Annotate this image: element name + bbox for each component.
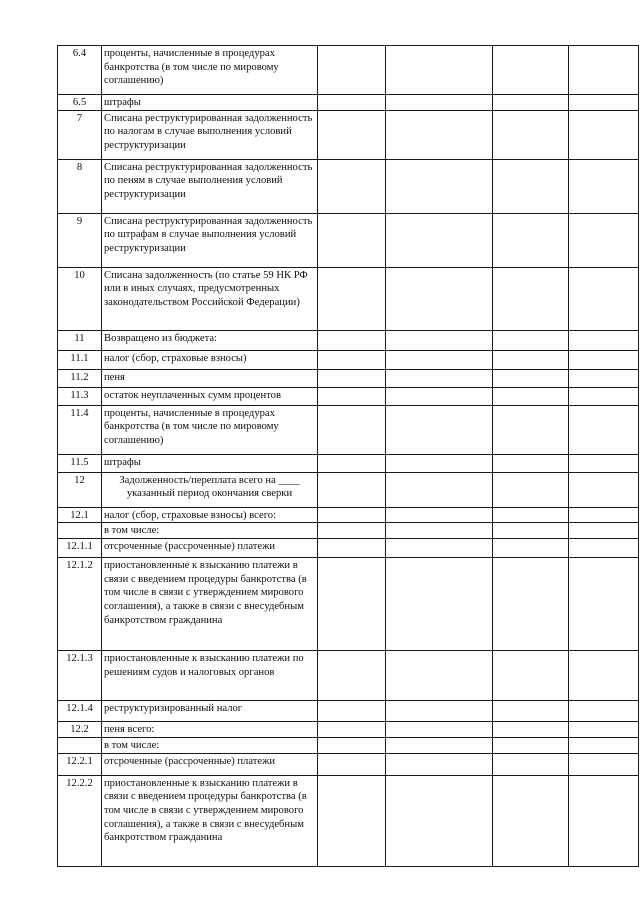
value-cell — [493, 722, 569, 738]
row-description: Списана реструктурированная задолженность по штрафам в случае выполнения условий реструктуризации — [102, 213, 318, 267]
row-number: 12.2 — [58, 722, 102, 738]
value-cell — [386, 738, 493, 754]
value-cell — [386, 267, 493, 330]
value-cell — [569, 472, 639, 507]
row-number: 12.1.2 — [58, 558, 102, 651]
table-row — [58, 454, 639, 472]
value-cell — [569, 753, 639, 775]
value-cell — [569, 350, 639, 369]
row-description: приостановленные к взысканию платежи в связи с введением процедуры банкротства (в том числе в связи с утверждением мирового соглашения), а также в связи с внесудебным банкротством гражданина — [102, 558, 318, 651]
row-description: приостановленные к взысканию платежи в связи с введением процедуры банкротства (в том числе в связи с утверждением мирового соглашения), а также в связи с внесудебным банкротством гражданина — [102, 775, 318, 866]
row-number: 12.1 — [58, 507, 102, 523]
value-cell — [318, 507, 386, 523]
value-cell — [318, 110, 386, 159]
value-cell — [318, 523, 386, 539]
row-number: 6.5 — [58, 95, 102, 111]
value-cell — [493, 523, 569, 539]
value-cell — [493, 558, 569, 651]
value-cell — [318, 95, 386, 111]
value-cell — [386, 330, 493, 350]
value-cell — [318, 722, 386, 738]
value-cell — [569, 775, 639, 866]
value-cell — [569, 213, 639, 267]
row-number: 11.5 — [58, 454, 102, 472]
value-cell — [318, 350, 386, 369]
row-description: проценты, начисленные в процедурах банкротства (в том числе по мировому соглашению) — [102, 46, 318, 95]
row-description: Задолженность/переплата всего на ____ указанный период окончания сверки — [102, 472, 318, 507]
row-number: 11.4 — [58, 405, 102, 454]
value-cell — [569, 701, 639, 722]
table-row — [58, 651, 639, 701]
row-description: Списана задолженность (по статье 59 НК РФ или в иных случаях, предусмотренных законодательством Российской Федерации) — [102, 267, 318, 330]
value-cell — [386, 472, 493, 507]
row-description: налог (сбор, страховые взносы) — [102, 350, 318, 369]
value-cell — [386, 507, 493, 523]
table-row — [58, 387, 639, 405]
table-row — [58, 539, 639, 558]
row-description: отсроченные (рассроченные) платежи — [102, 539, 318, 558]
value-cell — [318, 775, 386, 866]
value-cell — [569, 738, 639, 754]
value-cell — [493, 369, 569, 387]
row-number: 12.1.1 — [58, 539, 102, 558]
value-cell — [386, 775, 493, 866]
value-cell — [318, 387, 386, 405]
value-cell — [569, 387, 639, 405]
table-row — [58, 722, 639, 738]
value-cell — [318, 738, 386, 754]
value-cell — [318, 472, 386, 507]
row-description: штрафы — [102, 95, 318, 111]
value-cell — [569, 651, 639, 701]
row-description: остаток неуплаченных сумм процентов — [102, 387, 318, 405]
table-row — [58, 330, 639, 350]
row-number: 11.2 — [58, 369, 102, 387]
row-description: пеня всего: — [102, 722, 318, 738]
row-description: Списана реструктурированная задолженность по налогам в случае выполнения условий реструктуризации — [102, 110, 318, 159]
value-cell — [569, 267, 639, 330]
value-cell — [493, 330, 569, 350]
value-cell — [493, 350, 569, 369]
row-description: штрафы — [102, 454, 318, 472]
value-cell — [493, 701, 569, 722]
row-number: 8 — [58, 159, 102, 213]
value-cell — [386, 95, 493, 111]
row-number: 12.1.4 — [58, 701, 102, 722]
table-row — [58, 46, 639, 95]
value-cell — [318, 46, 386, 95]
value-cell — [493, 159, 569, 213]
table-row — [58, 753, 639, 775]
value-cell — [318, 454, 386, 472]
value-cell — [493, 46, 569, 95]
value-cell — [318, 213, 386, 267]
value-cell — [569, 46, 639, 95]
value-cell — [386, 651, 493, 701]
row-description: Возвращено из бюджета: — [102, 330, 318, 350]
value-cell — [493, 267, 569, 330]
value-cell — [493, 775, 569, 866]
row-number: 11.1 — [58, 350, 102, 369]
row-number: 11 — [58, 330, 102, 350]
value-cell — [386, 722, 493, 738]
table-row — [58, 701, 639, 722]
value-cell — [386, 539, 493, 558]
row-description: пеня — [102, 369, 318, 387]
value-cell — [569, 558, 639, 651]
value-cell — [318, 558, 386, 651]
row-description: отсроченные (рассроченные) платежи — [102, 753, 318, 775]
value-cell — [318, 539, 386, 558]
table-row — [58, 159, 639, 213]
value-cell — [569, 330, 639, 350]
row-description: Списана реструктурированная задолженность по пеням в случае выполнения условий реструктуризации — [102, 159, 318, 213]
value-cell — [569, 159, 639, 213]
row-description: проценты, начисленные в процедурах банкротства (в том числе по мировому соглашению) — [102, 405, 318, 454]
value-cell — [386, 454, 493, 472]
value-cell — [318, 330, 386, 350]
table-row — [58, 523, 639, 539]
table-row — [58, 472, 639, 507]
value-cell — [386, 159, 493, 213]
value-cell — [569, 369, 639, 387]
table-row — [58, 267, 639, 330]
value-cell — [318, 701, 386, 722]
table-row — [58, 507, 639, 523]
value-cell — [493, 213, 569, 267]
table-row — [58, 558, 639, 651]
row-number: 12.1.3 — [58, 651, 102, 701]
value-cell — [318, 159, 386, 213]
value-cell — [493, 387, 569, 405]
row-number — [58, 738, 102, 754]
row-number: 10 — [58, 267, 102, 330]
row-description: налог (сбор, страховые взносы) всего: — [102, 507, 318, 523]
value-cell — [386, 523, 493, 539]
value-cell — [386, 753, 493, 775]
row-number: 6.4 — [58, 46, 102, 95]
table-row — [58, 350, 639, 369]
table-row — [58, 738, 639, 754]
value-cell — [386, 46, 493, 95]
value-cell — [493, 507, 569, 523]
value-cell — [318, 405, 386, 454]
value-cell — [493, 405, 569, 454]
row-description: в том числе: — [102, 523, 318, 539]
row-number: 12.2.1 — [58, 753, 102, 775]
table-row — [58, 213, 639, 267]
value-cell — [493, 753, 569, 775]
row-number: 12 — [58, 472, 102, 507]
value-cell — [386, 350, 493, 369]
row-description: приостановленные к взысканию платежи по решениям судов и налоговых органов — [102, 651, 318, 701]
row-number — [58, 523, 102, 539]
value-cell — [569, 110, 639, 159]
value-cell — [386, 213, 493, 267]
table-row — [58, 405, 639, 454]
value-cell — [493, 110, 569, 159]
table-body — [58, 46, 639, 867]
value-cell — [493, 738, 569, 754]
value-cell — [569, 405, 639, 454]
value-cell — [569, 722, 639, 738]
value-cell — [493, 539, 569, 558]
value-cell — [318, 369, 386, 387]
row-number: 11.3 — [58, 387, 102, 405]
row-number: 7 — [58, 110, 102, 159]
value-cell — [318, 651, 386, 701]
table-row — [58, 95, 639, 111]
value-cell — [386, 701, 493, 722]
value-cell — [386, 110, 493, 159]
value-cell — [493, 95, 569, 111]
value-cell — [386, 405, 493, 454]
value-cell — [386, 369, 493, 387]
value-cell — [493, 651, 569, 701]
value-cell — [493, 454, 569, 472]
value-cell — [569, 95, 639, 111]
value-cell — [493, 472, 569, 507]
value-cell — [318, 753, 386, 775]
value-cell — [386, 558, 493, 651]
value-cell — [569, 523, 639, 539]
row-description: в том числе: — [102, 738, 318, 754]
value-cell — [569, 454, 639, 472]
table-row — [58, 369, 639, 387]
value-cell — [569, 539, 639, 558]
table-row — [58, 775, 639, 866]
row-description: реструктуризированный налог — [102, 701, 318, 722]
table-row — [58, 110, 639, 159]
row-number: 12.2.2 — [58, 775, 102, 866]
value-cell — [569, 507, 639, 523]
value-cell — [318, 267, 386, 330]
row-number: 9 — [58, 213, 102, 267]
reconciliation-table — [57, 45, 639, 867]
value-cell — [386, 387, 493, 405]
